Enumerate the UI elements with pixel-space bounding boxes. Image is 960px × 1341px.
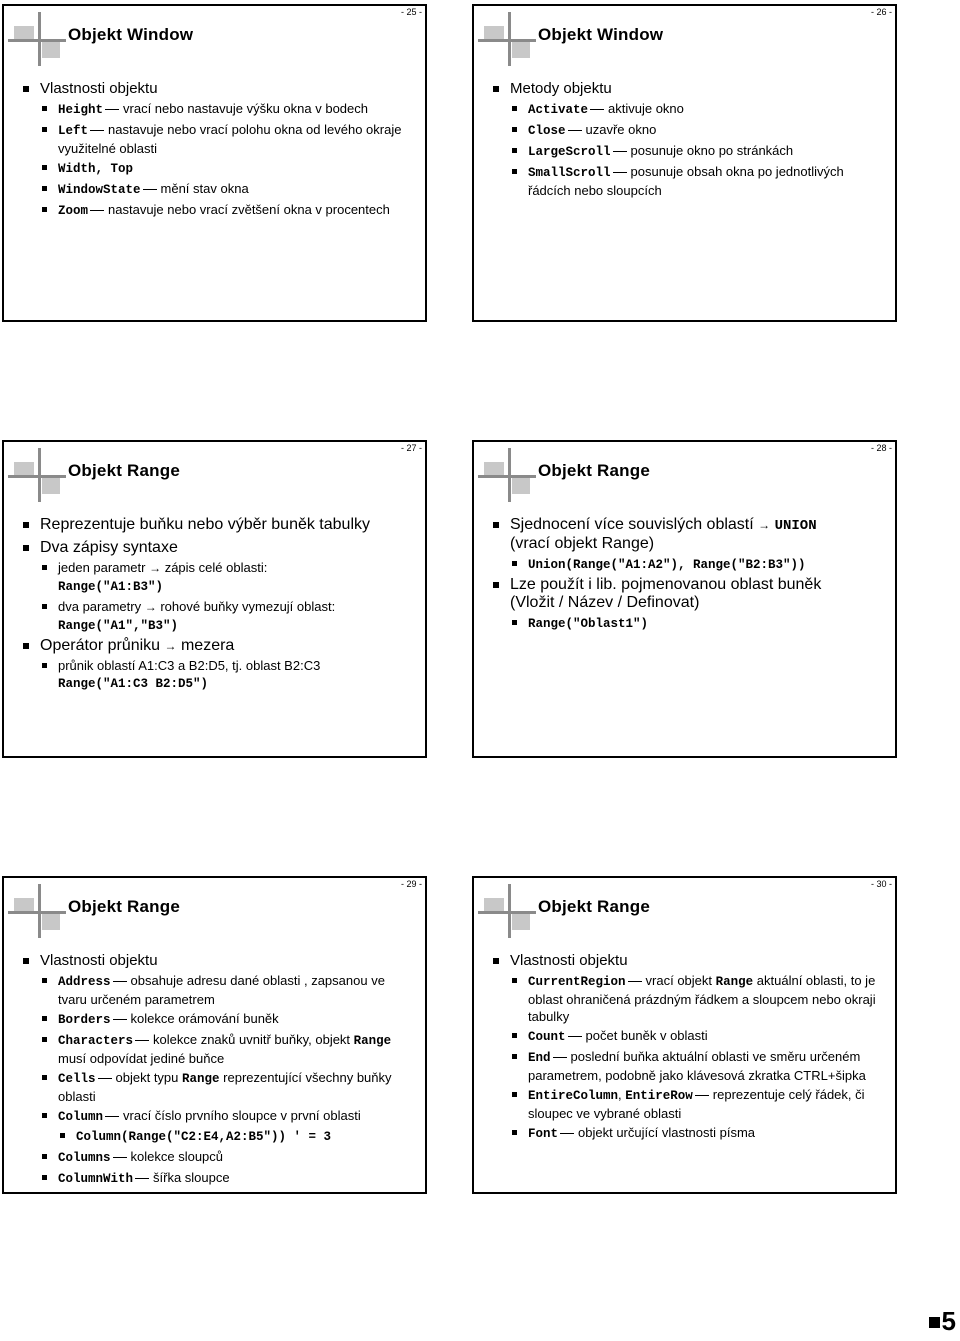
list-item: jeden parametr → zápis celé oblasti: Range("A1:B3") (40, 559, 417, 596)
bullet: Reprezentuje buňku nebo výběr buněk tabulky (22, 516, 417, 534)
list-item: CurrentRegion vrací objekt Range aktuální oblasti, to je oblast ohraničená prázdným řádkem a sloupcem nebo okraji tabulky (510, 972, 887, 1025)
list-item: dva parametry → rohové buňky vymezují oblast: Range("A1","B3") (40, 598, 417, 635)
list-item: WindowState mění stav okna (40, 180, 417, 199)
square-bullet-icon (929, 1317, 940, 1328)
list-item: ColumnWith šířka sloupce (40, 1169, 417, 1188)
slide-content (22, 952, 417, 1190)
slide-content (492, 952, 887, 1145)
list-item: Width, Top (40, 159, 417, 178)
list-item: Range("Oblast1") (510, 614, 887, 633)
slide-title: Objekt Range (538, 461, 650, 480)
slide-29 (2, 876, 427, 1194)
list-item: Column vrací číslo prvního sloupce v první oblasti Column(Range("C2:E4,A2:B5")) ' = 3 (40, 1107, 417, 1146)
slide-title: Objekt Window (68, 25, 194, 44)
slide-title: Objekt Range (68, 897, 180, 916)
slide-25 (2, 4, 427, 322)
slide-28 (472, 440, 897, 758)
slide-title: Objekt Range (538, 897, 650, 916)
slide-30 (472, 876, 897, 1194)
slide-title: Objekt Window (538, 25, 664, 44)
bullet: Sjednocení více souvislých oblastí → UNION (vrací objekt Range) Union(Range("A1:A2"), Range("B2:B3")) (492, 516, 887, 574)
list-item: Count počet buněk v oblasti (510, 1027, 887, 1046)
arrow-right-icon: → (758, 518, 771, 532)
list-item: LargeScroll posunuje okno po stránkách (510, 142, 887, 161)
slide-decoration-icon (478, 884, 536, 938)
list-item: Union(Range("A1:A2"), Range("B2:B3")) (510, 555, 887, 574)
list-item: průnik oblastí A1:C3 a B2:D5, tj. oblast B2:C3 Range("A1:C3 B2:D5") (40, 657, 417, 693)
list-item: Font objekt určující vlastnosti písma (510, 1124, 887, 1143)
list-item: Characters kolekce znaků uvnitř buňky, objekt Range musí odpovídat jediné buňce (40, 1031, 417, 1067)
slide-content (492, 80, 887, 201)
arrow-right-icon: → (164, 639, 177, 653)
list-item: Cells objekt typu Range reprezentující všechny buňky oblasti (40, 1069, 417, 1105)
slide-content (22, 80, 417, 222)
list-item: Height vrací nebo nastavuje výšku okna v bodech (40, 100, 417, 119)
slide-26 (472, 4, 897, 322)
slide-number: - 25 - (400, 7, 422, 17)
slide-number: - 26 - (870, 7, 892, 17)
slide-number: - 29 - (400, 879, 422, 889)
list-item: Close uzavře okno (510, 121, 887, 140)
slide-number: - 27 - (400, 443, 422, 453)
bullet: Metody objektu Activate aktivuje okno Close uzavře okno LargeScroll posunuje okno po stránkách SmallScroll posunuje obsah okna po jednotlivých řádcích nebo sloupcích (492, 80, 887, 199)
arrow-right-icon: → (149, 561, 162, 575)
slide-number: - 28 - (870, 443, 892, 453)
slide-27 (2, 440, 427, 758)
slide-decoration-icon (8, 884, 66, 938)
slide-content (22, 516, 417, 695)
bullet: Lze použít i lib. pojmenovanou oblast buněk (Vložit / Název / Definovat) Range("Oblast1") (492, 576, 887, 633)
list-item: End poslední buňka aktuální oblasti ve směru určeném parametrem, podobně jako klávesová zkratka CTRL+šipka (510, 1048, 887, 1084)
arrow-right-icon: → (144, 600, 157, 614)
bullet: Dva zápisy syntaxe jeden parametr → zápis celé oblasti: Range("A1:B3") dva parametry → rohové buňky vymezují oblast: Range("A1","B3") (22, 539, 417, 635)
list-item: SmallScroll posunuje obsah okna po jednotlivých řádcích nebo sloupcích (510, 163, 887, 199)
slide-number: - 30 - (870, 879, 892, 889)
slide-decoration-icon (478, 12, 536, 66)
slide-decoration-icon (478, 448, 536, 502)
list-item: Columns kolekce sloupců (40, 1148, 417, 1167)
list-item: Column(Range("C2:E4,A2:B5")) ' = 3 (58, 1127, 417, 1146)
bullet: Vlastnosti objektu Address obsahuje adresu dané oblasti , zapsanou ve tvaru určeném parametrem Borders kolekce orámování buněk Characters kolekce znaků uvnitř buňky, objekt Range musí odpovídat jediné buňce Cells objekt typu Range reprezentující všechny buňky oblasti Column vrací číslo prvního sloupce v první oblasti Column(Range("C2:E4,A2:B5")) ' = 3 Columns kolekce sloupců ColumnWith šířka sloupce (22, 952, 417, 1188)
slide-decoration-icon (8, 448, 66, 502)
page-number: 5 (929, 1306, 956, 1337)
list-item: Borders kolekce orámování buněk (40, 1010, 417, 1029)
slide-content (492, 516, 887, 635)
bullet: Operátor průniku → mezera průnik oblastí A1:C3 a B2:D5, tj. oblast B2:C3 Range("A1:C3 B2:D5") (22, 637, 417, 693)
list-item: Activate aktivuje okno (510, 100, 887, 119)
list-item: Address obsahuje adresu dané oblasti , zapsanou ve tvaru určeném parametrem (40, 972, 417, 1008)
slide-decoration-icon (8, 12, 66, 66)
bullet: Vlastnosti objektu CurrentRegion vrací objekt Range aktuální oblasti, to je oblast ohraničená prázdným řádkem a sloupcem nebo okraji tabulky Count počet buněk v oblasti End poslední buňka aktuální oblasti ve směru určeném parametrem, podobně jako klávesová zkratka CTRL+šipka EntireColumn, EntireRow reprezentuje celý řádek, či sloupec ve vybrané oblasti Font objekt určující vlastnosti písma (492, 952, 887, 1143)
slide-title: Objekt Range (68, 461, 180, 480)
bullet: Vlastnosti objektu Height vrací nebo nastavuje výšku okna v bodech Left nastavuje nebo vrací polohu okna od levého okraje využitelné oblasti Width, Top WindowState mění stav okna Zoom nastavuje nebo vrací zvětšení okna v procentech (22, 80, 417, 220)
list-item: Left nastavuje nebo vrací polohu okna od levého okraje využitelné oblasti (40, 121, 417, 157)
list-item: Zoom nastavuje nebo vrací zvětšení okna v procentech (40, 201, 417, 220)
list-item: EntireColumn, EntireRow reprezentuje celý řádek, či sloupec ve vybrané oblasti (510, 1086, 887, 1122)
